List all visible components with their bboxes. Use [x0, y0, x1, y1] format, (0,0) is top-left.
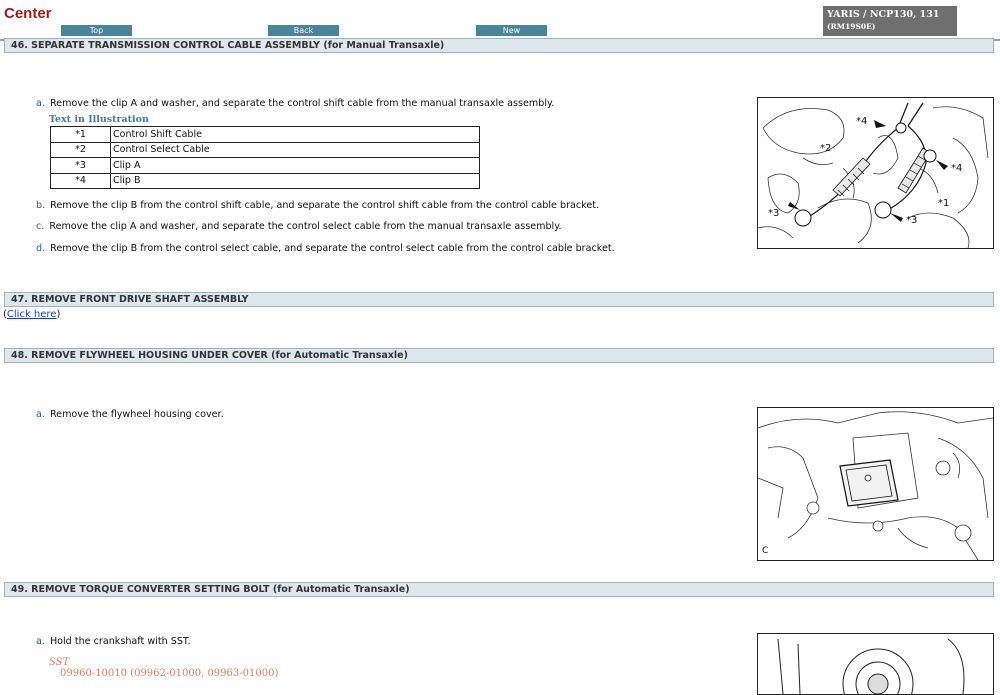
step-text: Remove the clip A and washer, and separate the control shift cable from the manual transaxle assembly. — [49, 98, 555, 109]
legend-text: Clip B — [111, 173, 480, 189]
illustration-legend-table — [50, 126, 480, 189]
step-text: Remove the clip B from the control shift cable, and separate the control shift cable from the control cable bracket. — [50, 200, 600, 211]
crankshaft-illustration — [757, 633, 994, 695]
section-48-heading: 48. REMOVE FLYWHEEL HOUSING UNDER COVER (for Automatic Transaxle) — [4, 348, 994, 363]
click-here-link[interactable]: Click here — [6, 309, 57, 320]
figure-label: *3 — [906, 215, 918, 226]
step-46c — [36, 221, 562, 232]
control-cable-illustration — [757, 97, 994, 249]
legend-key: *2 — [51, 142, 111, 158]
table-row — [51, 158, 480, 174]
table-row — [51, 142, 480, 158]
step-46a — [36, 98, 554, 109]
table-row — [51, 173, 480, 189]
paren-open: ( — [3, 309, 7, 320]
legend-text: Control Shift Cable — [111, 127, 480, 143]
manual-code: (RM19S0E) — [827, 22, 876, 31]
section-46-heading: 46. SEPARATE TRANSMISSION CONTROL CABLE ASSEMBLY (for Manual Transaxle) — [4, 38, 994, 53]
step-49a — [36, 636, 191, 647]
step-label: b. — [36, 200, 46, 211]
step-46b — [36, 200, 599, 211]
step-label: a. — [36, 98, 45, 109]
step-text: Remove the flywheel housing cover. — [49, 409, 224, 420]
step-label: a. — [36, 636, 45, 647]
figure-label: *4 — [856, 116, 868, 127]
flywheel-cover-drawing — [758, 408, 993, 560]
app-title: Center — [4, 5, 52, 22]
step-text: Remove the clip A and washer, and separate the control select cable from the manual transaxle assembly. — [49, 221, 562, 232]
figure-label: *4 — [951, 163, 963, 174]
legend-text: Clip A — [111, 158, 480, 174]
figure-label: C — [762, 546, 769, 556]
new-button[interactable]: New — [476, 25, 547, 36]
model-badge — [823, 6, 957, 36]
figure-label: *3 — [768, 208, 780, 219]
figure-label: *2 — [820, 143, 832, 154]
sst-code: 09960-10010 (09962-01000, 09963-01000) — [60, 668, 279, 679]
table-row — [51, 127, 480, 143]
step-label: d. — [36, 243, 46, 254]
illustration-title: Text in Illustration — [49, 114, 149, 125]
click-here-line — [3, 309, 60, 320]
paren-close: ) — [56, 309, 61, 320]
back-button[interactable]: Back — [268, 25, 339, 36]
legend-key: *3 — [51, 158, 111, 174]
step-48a — [36, 409, 224, 420]
model-name: YARIS / NCP130, 131 — [827, 9, 940, 20]
step-text: Hold the crankshaft with SST. — [49, 636, 191, 647]
legend-key: *1 — [51, 127, 111, 143]
figure-label: *1 — [938, 198, 950, 209]
legend-key: *4 — [51, 173, 111, 189]
flywheel-cover-illustration — [757, 407, 994, 561]
sst-label: SST — [49, 657, 70, 668]
step-label: a. — [36, 409, 45, 420]
section-47-heading: 47. REMOVE FRONT DRIVE SHAFT ASSEMBLY — [4, 292, 994, 307]
top-button[interactable]: Top — [61, 25, 132, 36]
header-bar — [0, 0, 1000, 40]
step-46d — [36, 243, 615, 254]
section-49-heading: 49. REMOVE TORQUE CONVERTER SETTING BOLT (for Automatic Transaxle) — [4, 582, 994, 597]
crankshaft-drawing — [758, 634, 993, 694]
step-text: Remove the clip B from the control select cable, and separate the control select cable from the control cable bracket. — [50, 243, 615, 254]
legend-text: Control Select Cable — [111, 142, 480, 158]
step-label: c. — [36, 221, 45, 232]
